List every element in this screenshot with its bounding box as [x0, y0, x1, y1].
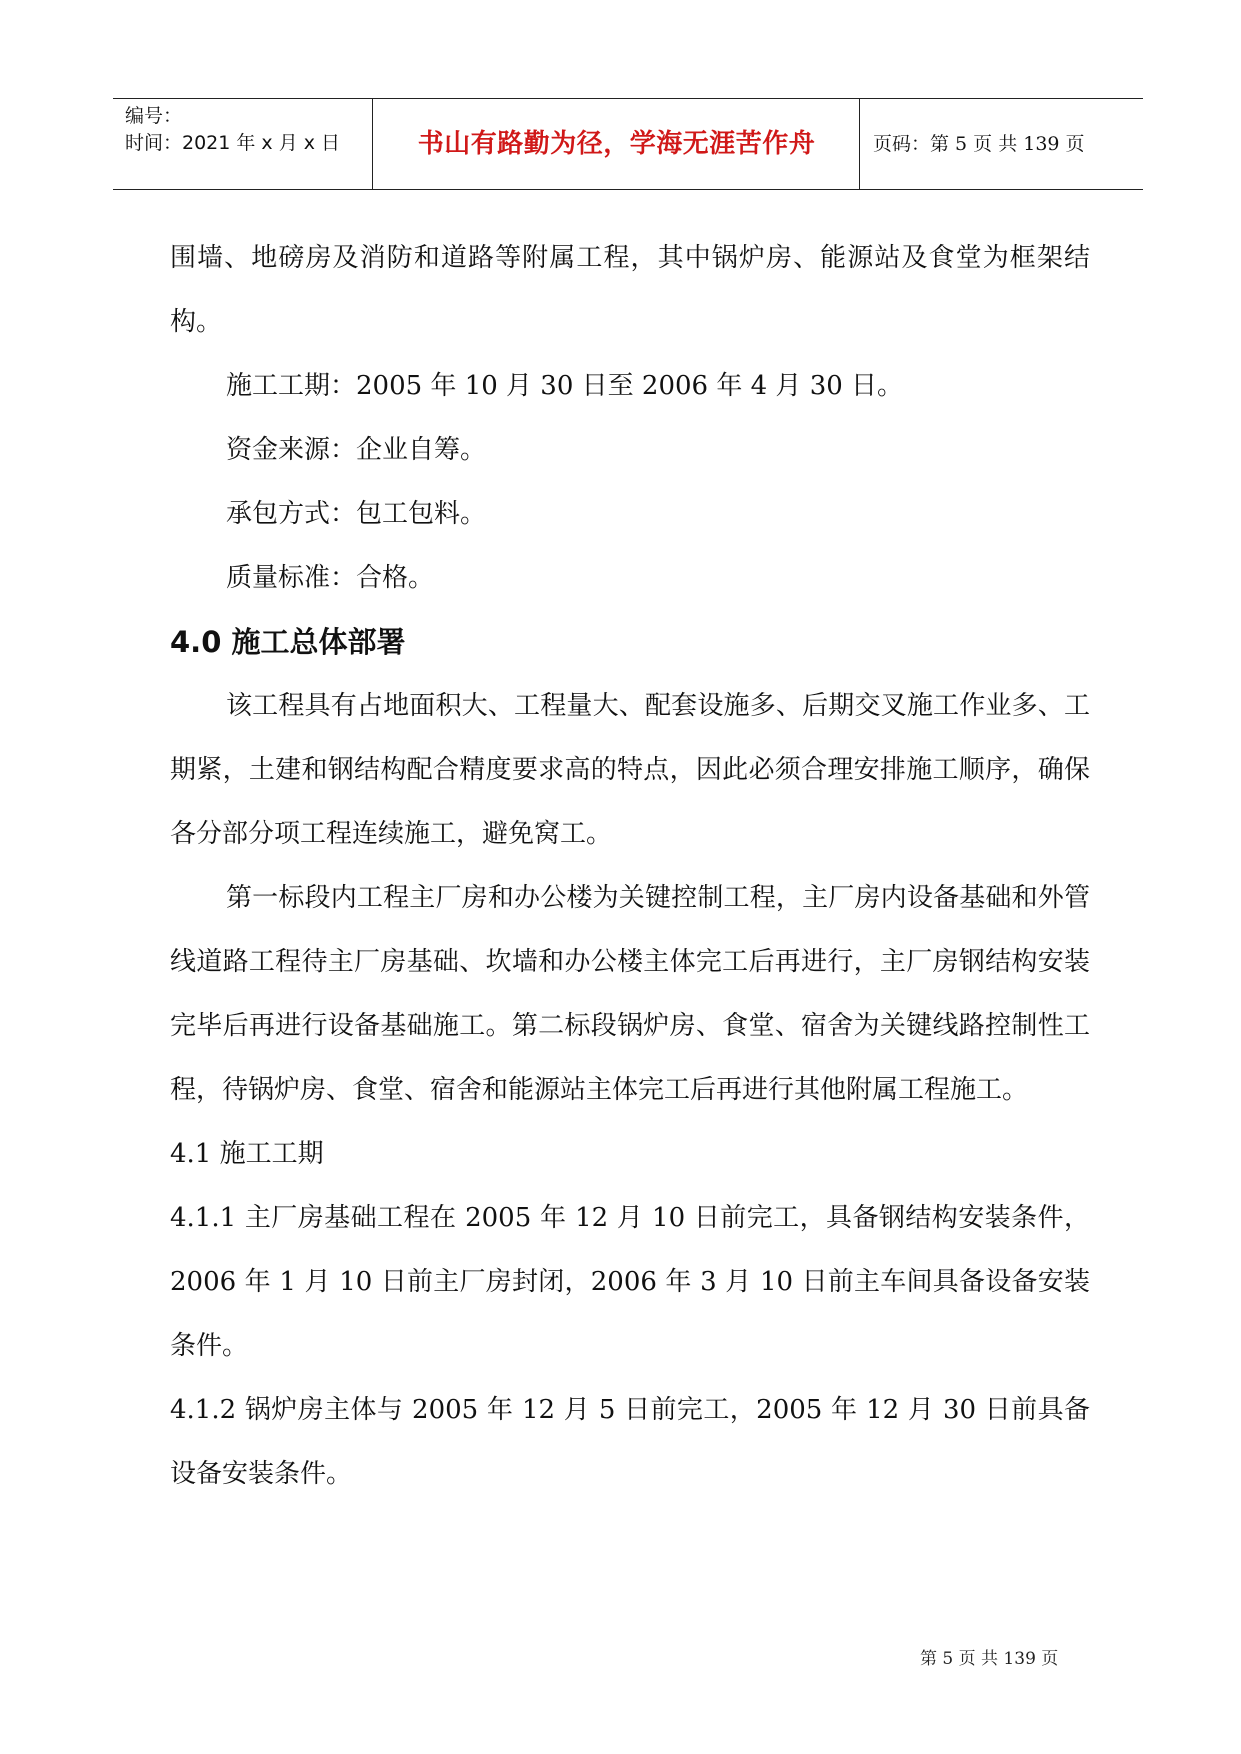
paragraph: 该工程具有占地面积大、工程量大、配套设施多、后期交叉施工作业多、工期紧，土建和钢结构配合精度要求高的特点，因此必须合理安排施工顺序，确保各分部分项工程连续施工，避免窝工。 — [170, 691, 1090, 849]
header-page-number: 页码：第 5 页 共 139 页 — [873, 133, 1085, 155]
header-divider — [859, 99, 860, 189]
section-heading: 4.0 施工总体部署 — [170, 625, 406, 659]
page-header — [113, 98, 1143, 190]
header-divider — [372, 99, 373, 189]
paragraph: 4.1.1 主厂房基础工程在 2005 年 12 月 10 日前完工，具备钢结构安装条件，2006 年 1 月 10 日前主厂房封闭，2006 年 3 月 10 日前主车间具备设备安装条件。 — [170, 1203, 1090, 1361]
paragraph: 围墙、地磅房及消防和道路等附属工程，其中锅炉房、能源站及食堂为框架结构。 — [170, 243, 1090, 337]
document-time-label: 时间：2021 年 x 月 x 日 — [125, 132, 341, 154]
paragraph: 承包方式：包工包料。 — [226, 499, 487, 529]
document-number-label: 编号： — [125, 105, 183, 127]
paragraph: 施工工期：2005 年 10 月 30 日至 2006 年 4 月 30 日。 — [226, 371, 904, 401]
paragraph: 4.1.2 锅炉房主体与 2005 年 12 月 5 日前完工，2005 年 12 月 30 日前具备设备安装条件。 — [170, 1395, 1090, 1489]
header-motto: 书山有路勤为径，学海无涯苦作舟 — [417, 129, 816, 159]
subsection-heading: 4.1 施工工期 — [170, 1139, 324, 1169]
paragraph: 质量标准：合格。 — [226, 563, 435, 593]
document-body — [170, 226, 1090, 1506]
paragraph: 第一标段内工程主厂房和办公楼为关键控制工程，主厂房内设备基础和外管线道路工程待主厂房基础、坎墙和办公楼主体完工后再进行，主厂房钢结构安装完毕后再进行设备基础施工。第二标段锅炉房、食堂、宿舍为关键线路控制性工程，待锅炉房、食堂、宿舍和能源站主体完工后再进行其他附属工程施工。 — [170, 883, 1090, 1105]
page-footer: 第 5 页 共 139 页 — [920, 1649, 1059, 1669]
paragraph: 资金来源：企业自筹。 — [226, 435, 487, 465]
